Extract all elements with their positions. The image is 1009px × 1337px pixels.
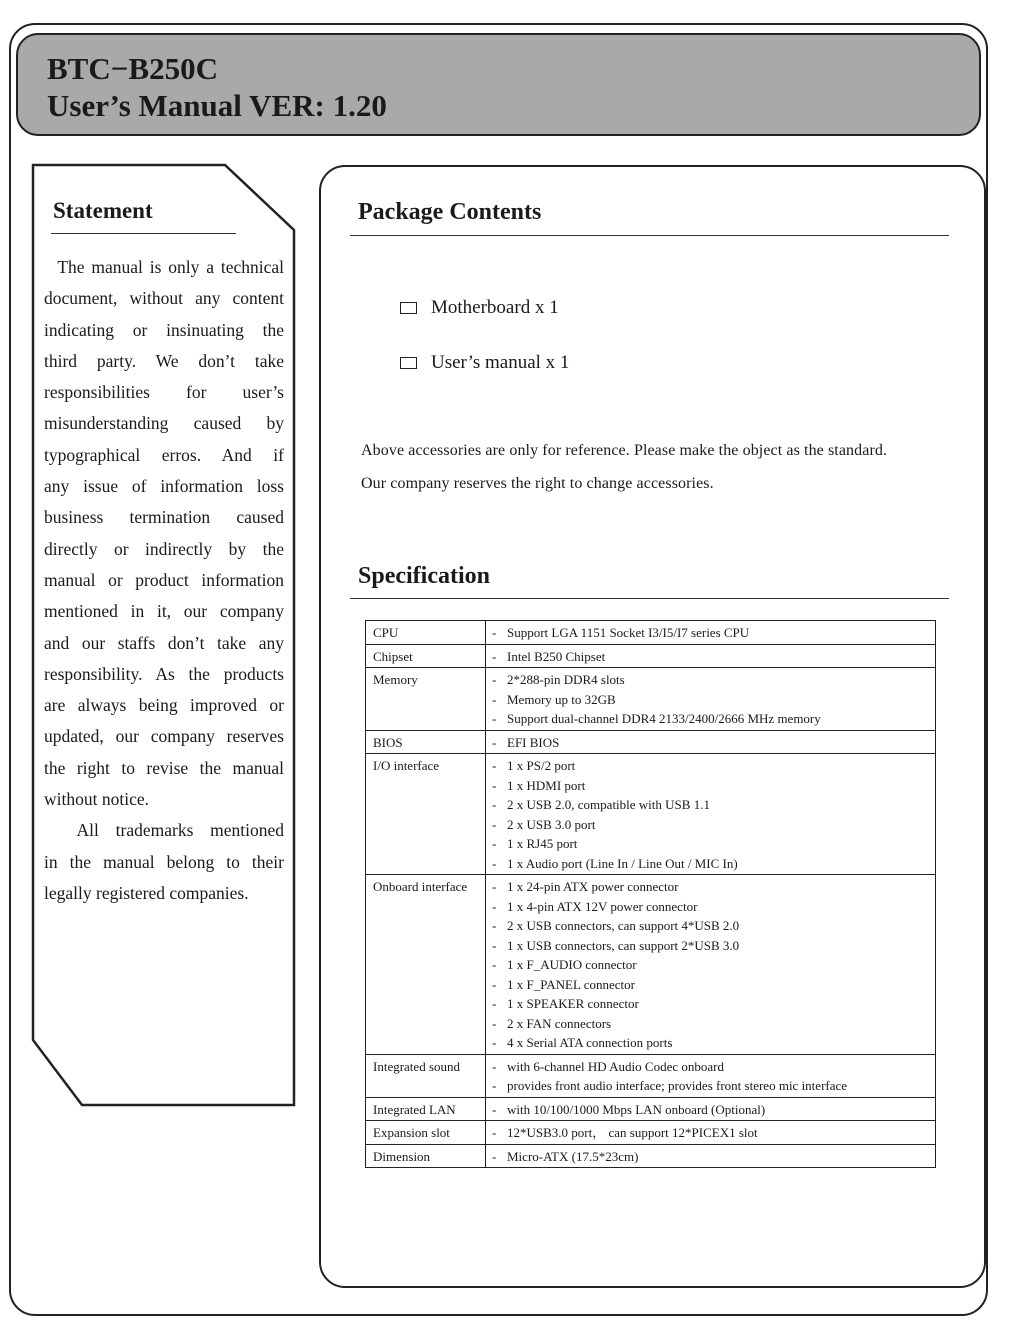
- spec-value: [492, 897, 935, 917]
- dash-bullet: -: [492, 777, 497, 793]
- statement-line: business termination caused: [44, 507, 284, 528]
- package-item: [400, 297, 559, 319]
- statement-text: [44, 252, 284, 909]
- dash-bullet: -: [492, 711, 497, 726]
- divider: [350, 598, 949, 599]
- dash-bullet: -: [492, 1058, 497, 1074]
- spec-value: [492, 670, 935, 690]
- spec-value-text: with 6-channel HD Audio Codec onboard: [507, 1058, 724, 1074]
- spec-value: [492, 975, 935, 995]
- manual-version: User’s Manual VER: 1.20: [47, 88, 387, 123]
- spec-row: [366, 621, 936, 645]
- spec-value-text: provides front audio interface; provides front stereo mic interface: [507, 1078, 848, 1093]
- dash-bullet: -: [492, 1148, 497, 1164]
- spec-key: Chipset: [366, 644, 486, 668]
- divider: [350, 235, 949, 236]
- spec-row: [366, 875, 936, 1055]
- package-title: Package Contents: [358, 199, 542, 225]
- spec-values: [486, 1144, 936, 1168]
- spec-value: [492, 936, 935, 956]
- statement-line: updated, our company reserves: [44, 726, 284, 747]
- spec-value-text: Support LGA 1151 Socket I3/I5/I7 series CPU: [507, 625, 750, 640]
- spec-row: [366, 1144, 936, 1168]
- package-note: Our company reserves the right to change accessories.: [361, 475, 714, 492]
- statement-line: The manual is only a technical: [44, 257, 284, 277]
- checkbox-icon: [400, 357, 417, 369]
- spec-key: Dimension: [366, 1144, 486, 1168]
- statement-line: any issue of information loss: [44, 476, 284, 497]
- dash-bullet: -: [492, 758, 497, 773]
- model-title: BTC−B250C: [47, 51, 218, 86]
- spec-values: [486, 730, 936, 754]
- spec-values: [486, 1121, 936, 1145]
- spec-value-text: 1 x USB connectors, can support 2*USB 3.0: [507, 937, 740, 953]
- spec-key: Integrated LAN: [366, 1097, 486, 1121]
- spec-value: [492, 690, 935, 710]
- spec-row: [366, 754, 936, 875]
- spec-value-text: Memory up to 32GB: [507, 691, 616, 707]
- dash-bullet: -: [492, 648, 497, 664]
- spec-value: [492, 709, 935, 729]
- statement-line: without notice.: [44, 789, 149, 810]
- dash-bullet: -: [492, 625, 497, 640]
- dash-bullet: -: [492, 1125, 497, 1140]
- spec-value: [492, 776, 935, 796]
- spec-row: [366, 644, 936, 668]
- spec-values: [486, 754, 936, 875]
- dash-bullet: -: [492, 691, 497, 707]
- dash-bullet: -: [492, 898, 497, 914]
- statement-line: legally registered companies.: [44, 882, 249, 903]
- dash-bullet: -: [492, 734, 497, 750]
- spec-value: [492, 795, 935, 815]
- package-item-label: Motherboard x 1: [431, 297, 559, 318]
- statement-line: misunderstanding caused by: [44, 413, 284, 434]
- spec-value: [492, 854, 935, 874]
- spec-value-text: 1 x F_PANEL connector: [507, 976, 635, 992]
- spec-value-text: 1 x PS/2 port: [507, 758, 576, 773]
- package-note: Above accessories are only for reference. Please make the object as the standard.: [361, 442, 888, 459]
- dash-bullet: -: [492, 996, 497, 1011]
- statement-line: document, without any content: [44, 288, 284, 309]
- spec-value: [492, 1014, 935, 1034]
- spec-value-text: 1 x RJ45 port: [507, 836, 578, 851]
- spec-value: [492, 1033, 935, 1053]
- spec-value-text: 1 x F_AUDIO connector: [507, 957, 637, 972]
- dash-bullet: -: [492, 1101, 497, 1117]
- dash-bullet: -: [492, 836, 497, 851]
- spec-value: [492, 647, 935, 667]
- spec-value-text: 1 x 24-pin ATX power connector: [507, 879, 679, 894]
- statement-line: responsibilities for user’s: [44, 382, 284, 403]
- statement-line: mentioned in it, our company: [44, 601, 284, 622]
- statement-line: indicating or insinuating the: [44, 319, 284, 340]
- spec-value-text: 1 x SPEAKER connector: [507, 996, 639, 1011]
- statement-line: third party. We don’t take: [44, 350, 284, 371]
- spec-values: [486, 644, 936, 668]
- spec-key: Onboard interface: [366, 875, 486, 1055]
- spec-value: [492, 1076, 935, 1096]
- dash-bullet: -: [492, 918, 497, 933]
- statement-line: typographical erros. And if: [44, 444, 284, 465]
- dash-bullet: -: [492, 1078, 497, 1093]
- spec-value-text: 2 x USB connectors, can support 4*USB 2.0: [507, 918, 740, 933]
- spec-key: I/O interface: [366, 754, 486, 875]
- spec-value: [492, 815, 935, 835]
- dash-bullet: -: [492, 672, 497, 687]
- spec-row: [366, 1121, 936, 1145]
- dash-bullet: -: [492, 816, 497, 832]
- spec-key: BIOS: [366, 730, 486, 754]
- spec-value: [492, 1147, 935, 1167]
- package-item-label: User’s manual x 1: [431, 352, 570, 373]
- spec-row: [366, 730, 936, 754]
- spec-value: [492, 1100, 935, 1120]
- spec-value: [492, 1123, 935, 1143]
- dash-bullet: -: [492, 797, 497, 812]
- statement-line: All trademarks mentioned: [44, 820, 284, 841]
- spec-value-text: Intel B250 Chipset: [507, 648, 606, 664]
- spec-values: [486, 621, 936, 645]
- spec-value-text: 2 x FAN connectors: [507, 1015, 612, 1031]
- specification-title: Specification: [358, 563, 490, 589]
- divider: [51, 233, 236, 234]
- statement-line: manual or product information: [44, 569, 284, 590]
- spec-key: Expansion slot: [366, 1121, 486, 1145]
- spec-key: Memory: [366, 668, 486, 731]
- spec-value: [492, 756, 935, 776]
- statement-line: directly or indirectly by the: [44, 538, 284, 559]
- dash-bullet: -: [492, 937, 497, 953]
- checkbox-icon: [400, 302, 417, 314]
- dash-bullet: -: [492, 957, 497, 972]
- spec-value: [492, 955, 935, 975]
- dash-bullet: -: [492, 855, 497, 871]
- package-item: [400, 352, 569, 374]
- statement-line: the right to revise the manual: [44, 757, 284, 778]
- spec-value-text: 2*288-pin DDR4 slots: [507, 672, 625, 687]
- spec-value: [492, 994, 935, 1014]
- spec-value: [492, 916, 935, 936]
- spec-value-text: 4 x Serial ATA connection ports: [507, 1035, 673, 1050]
- spec-value-text: 2 x USB 3.0 port: [507, 816, 596, 832]
- statement-line: are always being improved or: [44, 695, 284, 716]
- dash-bullet: -: [492, 1015, 497, 1031]
- spec-row: [366, 668, 936, 731]
- spec-key: Integrated sound: [366, 1054, 486, 1097]
- spec-row: [366, 1097, 936, 1121]
- spec-value: [492, 834, 935, 854]
- spec-row: [366, 1054, 936, 1097]
- spec-value-text: 1 x HDMI port: [507, 777, 586, 793]
- spec-value: [492, 1057, 935, 1077]
- statement-title: Statement: [53, 198, 153, 223]
- spec-value-text: 12*USB3.0 port， can support 12*PICEX1 slot: [507, 1125, 758, 1140]
- spec-values: [486, 875, 936, 1055]
- statement-line: responsibility. As the products: [44, 663, 284, 684]
- spec-value: [492, 733, 935, 753]
- spec-key: CPU: [366, 621, 486, 645]
- dash-bullet: -: [492, 1035, 497, 1050]
- spec-value-text: Support dual-channel DDR4 2133/2400/2666 MHz memory: [507, 711, 821, 726]
- spec-value-text: 1 x 4-pin ATX 12V power connector: [507, 898, 698, 914]
- spec-value-text: 2 x USB 2.0, compatible with USB 1.1: [507, 797, 710, 812]
- spec-value-text: 1 x Audio port (Line In / Line Out / MIC In): [507, 855, 738, 871]
- spec-value: [492, 623, 935, 643]
- dash-bullet: -: [492, 976, 497, 992]
- statement-line: in the manual belong to their: [44, 851, 284, 872]
- spec-value-text: EFI BIOS: [507, 734, 560, 750]
- spec-values: [486, 1097, 936, 1121]
- spec-value: [492, 877, 935, 897]
- spec-values: [486, 668, 936, 731]
- dash-bullet: -: [492, 879, 497, 894]
- spec-value-text: Micro-ATX (17.5*23cm): [507, 1148, 639, 1164]
- spec-value-text: with 10/100/1000 Mbps LAN onboard (Optional): [507, 1101, 766, 1117]
- specification-table: [365, 620, 936, 1168]
- statement-line: and our staffs don’t take any: [44, 632, 284, 653]
- spec-values: [486, 1054, 936, 1097]
